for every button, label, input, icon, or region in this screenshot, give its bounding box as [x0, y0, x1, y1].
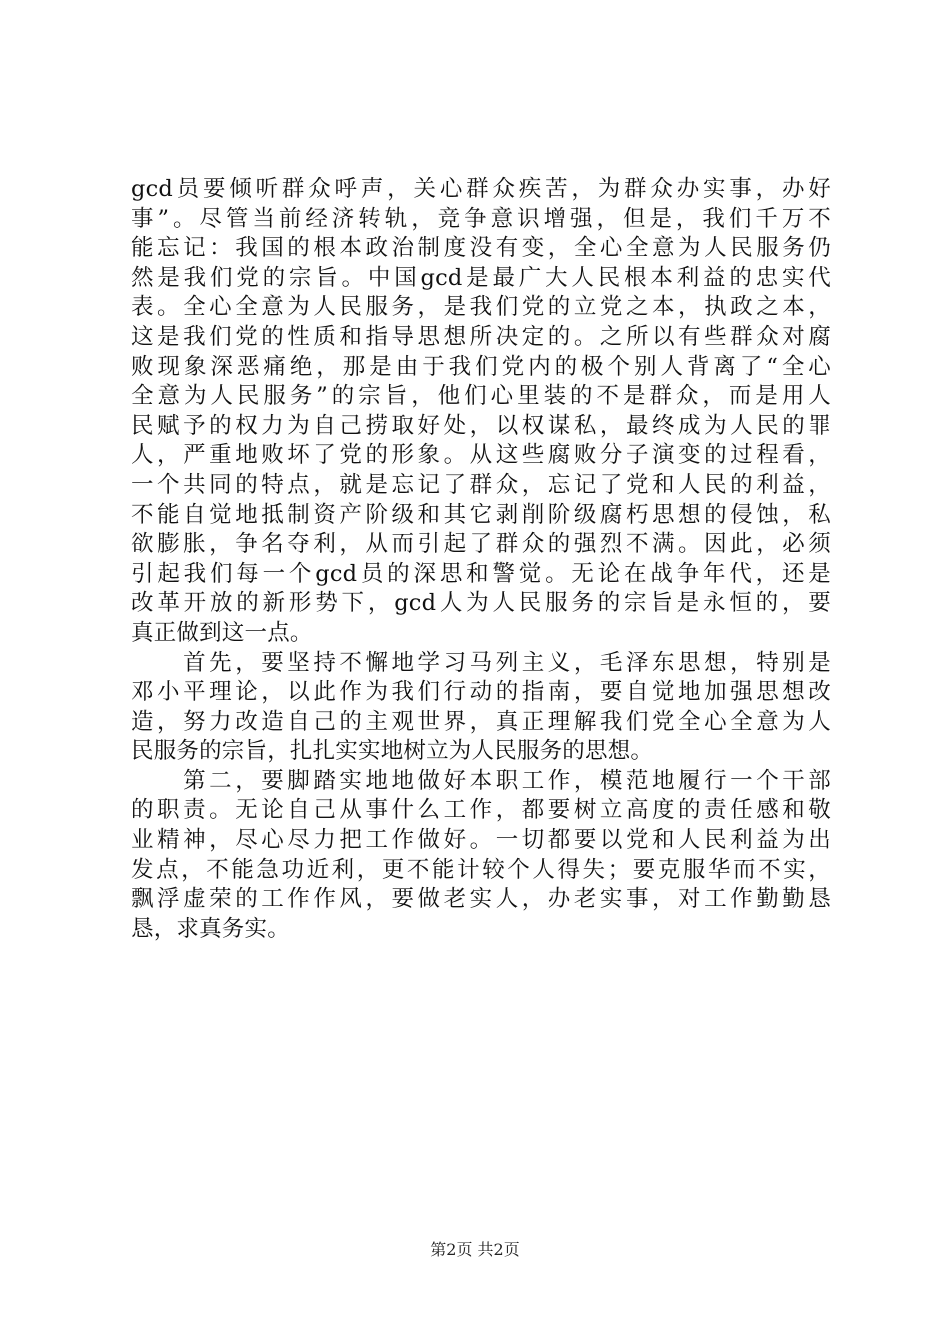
text-line: 事”。尽管当前经济转轨，竞争意识增强，但是，我们千万不	[131, 205, 831, 232]
text-line: 改革开放的新形势下，gcd人为人民服务的宗旨是永恒的，要	[131, 590, 831, 617]
text-line: 民赋予的权力为自己捞取好处，以权谋私，最终成为人民的罪	[131, 412, 831, 439]
text-line: 业精神，尽心尽力把工作做好。一切都要以党和人民利益为出	[131, 827, 831, 854]
text-line: 的职责。无论自己从事什么工作，都要树立高度的责任感和敬	[131, 797, 831, 824]
text-line: 邓小平理论，以此作为我们行动的指南，要自觉地加强思想改	[131, 679, 831, 706]
text-line: 第二，要脚踏实地地做好本职工作，模范地履行一个干部	[131, 767, 831, 794]
text-line: 表。全心全意为人民服务，是我们党的立党之本，执政之本，	[131, 294, 831, 321]
text-line: 不能自觉地抵制资产阶级和其它剥削阶级腐朽思想的侵蚀，私	[131, 501, 831, 528]
text-line: 发点，不能急功近利，更不能计较个人得失；要克服华而不实，	[131, 856, 831, 883]
text-line: 败现象深恶痛绝，那是由于我们党内的极个别人背离了“全心	[131, 353, 831, 380]
paragraph-end-line: 民服务的宗旨，扎扎实实地树立为人民服务的思想。	[131, 738, 654, 765]
body-text	[131, 175, 831, 944]
text-line: 人，严重地败坏了党的形象。从这些腐败分子演变的过程看，	[131, 442, 831, 469]
text-line: 全意为人民服务”的宗旨，他们心里装的不是群众，而是用人	[131, 383, 831, 410]
paragraph-end-line: 真正做到这一点。	[131, 619, 313, 646]
text-line: 引起我们每一个gcd员的深思和警觉。无论在战争年代，还是	[131, 560, 831, 587]
text-line: 这是我们党的性质和指导思想所决定的。之所以有些群众对腐	[131, 323, 831, 350]
paragraph-end-line: 恳，求真务实。	[131, 915, 290, 942]
text-line: 欲膨胀，争名夺利，从而引起了群众的强烈不满。因此，必须	[131, 531, 831, 558]
text-line: 然是我们党的宗旨。中国gcd是最广大人民根本利益的忠实代	[131, 264, 831, 291]
text-line: 造，努力改造自己的主观世界，真正理解我们党全心全意为人	[131, 708, 831, 735]
text-line: 能忘记：我国的根本政治制度没有变，全心全意为人民服务仍	[131, 235, 831, 262]
text-line: gcd员要倾听群众呼声，关心群众疾苦，为群众办实事，办好	[131, 176, 831, 202]
page-footer: 第2页 共2页	[430, 1240, 520, 1259]
text-line: 首先，要坚持不懈地学习马列主义，毛泽东思想，特别是	[131, 649, 831, 676]
text-line: 飘浮虚荣的工作作风，要做老实人，办老实事，对工作勤勤恳	[131, 886, 831, 913]
text-line: 一个共同的特点，就是忘记了群众，忘记了党和人民的利益，	[131, 471, 831, 498]
